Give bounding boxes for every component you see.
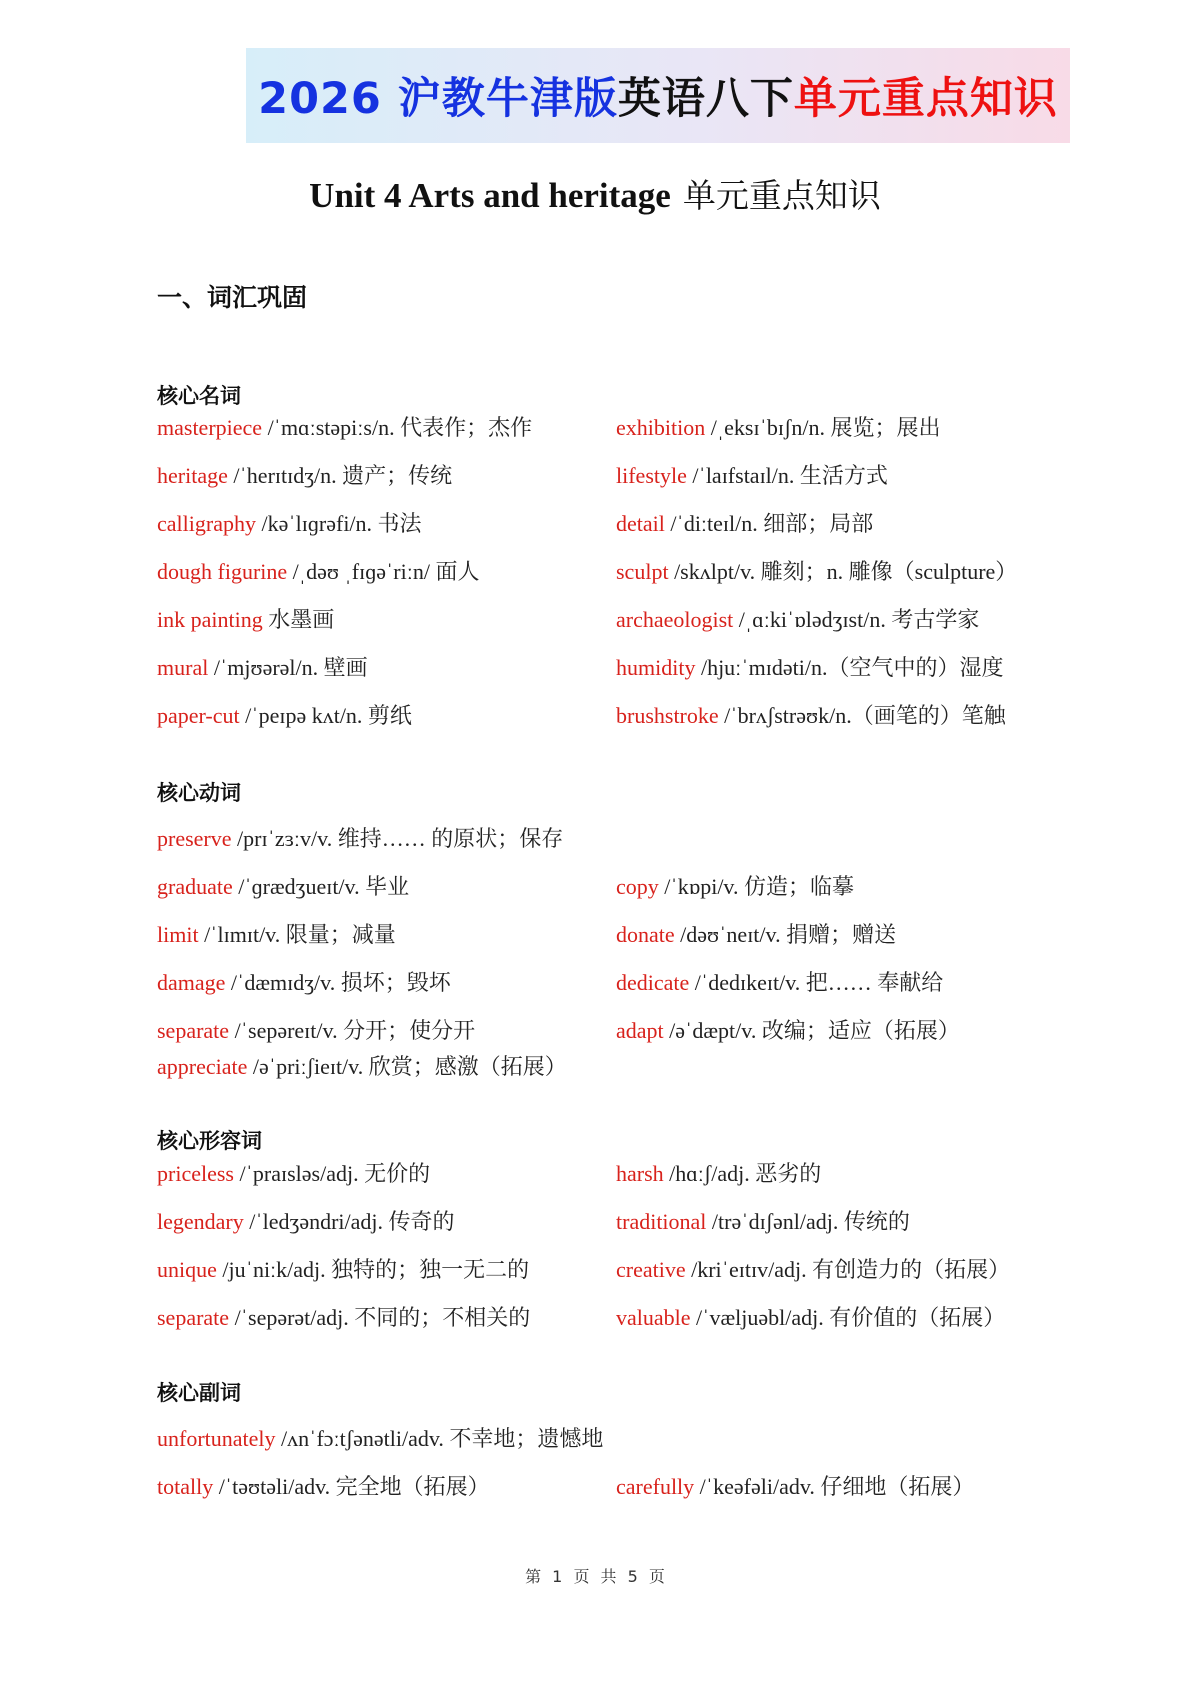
noun-entry	[616, 558, 1017, 586]
adjective-entry	[157, 1304, 530, 1332]
adjective-entry	[616, 1160, 821, 1188]
vocab-definition: /ˈlaɪfstaɪl/n. 生活方式	[686, 463, 888, 488]
vocab-definition: 水墨画	[262, 607, 335, 632]
noun-entry	[616, 702, 1006, 730]
vocab-word: appreciate	[157, 1054, 248, 1079]
verb-entry	[616, 1017, 960, 1045]
vocab-word: separate	[157, 1305, 230, 1330]
noun-entry	[616, 462, 888, 490]
vocab-word: humidity	[616, 655, 696, 680]
vocab-definition: /ˈdiːteɪl/n. 细部；局部	[664, 511, 874, 536]
vocab-definition: /trəˈdɪʃənl/adj. 传统的	[706, 1209, 910, 1234]
noun-entry	[157, 654, 368, 682]
vocab-definition: /ˈɡrædʒueɪt/v. 毕业	[232, 874, 410, 899]
vocab-word: dedicate	[616, 970, 690, 995]
noun-entry	[616, 606, 979, 634]
vocab-word: priceless	[157, 1161, 234, 1186]
verbs-heading: 核心动词	[157, 781, 241, 805]
vocab-word: unique	[157, 1257, 217, 1282]
banner-part-3: 单元重点知识	[793, 74, 1058, 124]
adverbs-heading: 核心副词	[157, 1381, 241, 1405]
vocab-word: harsh	[616, 1161, 664, 1186]
vocab-definition: /juˈniːk/adj. 独特的；独一无二的	[216, 1257, 530, 1282]
verb-entry	[157, 1017, 475, 1045]
vocab-definition: /ˈvæljuəbl/adj. 有价值的（拓展）	[690, 1305, 1006, 1330]
vocab-word: legendary	[157, 1209, 244, 1234]
nouns-heading: 核心名词	[157, 384, 241, 408]
banner-part-1: 2026 沪教牛津版	[258, 74, 618, 124]
vocab-definition: /ˈledʒəndri/adj. 传奇的	[243, 1209, 455, 1234]
vocab-word: exhibition	[616, 415, 706, 440]
verb-entry	[157, 921, 396, 949]
vocab-word: lifestyle	[616, 463, 687, 488]
vocab-word: preserve	[157, 826, 232, 851]
title-banner	[246, 48, 1070, 143]
vocab-word: graduate	[157, 874, 233, 899]
page-title-en: Unit 4 Arts and heritage	[309, 176, 671, 215]
vocab-definition: /skʌlpt/v. 雕刻；n. 雕像（sculpture）	[668, 559, 1018, 584]
noun-entry	[616, 414, 940, 442]
adjective-entry	[157, 1160, 430, 1188]
vocab-word: calligraphy	[157, 511, 256, 536]
adjective-entry	[616, 1304, 1005, 1332]
vocab-word: carefully	[616, 1474, 695, 1499]
noun-entry	[157, 414, 532, 442]
vocab-definition: /ˈsepərət/adj. 不同的；不相关的	[229, 1305, 531, 1330]
adjective-entry	[157, 1256, 529, 1284]
vocab-word: donate	[616, 922, 675, 947]
vocab-definition: /ˈpraɪsləs/adj. 无价的	[233, 1161, 431, 1186]
vocab-word: sculpt	[616, 559, 669, 584]
vocab-word: dough figurine	[157, 559, 288, 584]
vocab-definition: /dəʊˈneɪt/v. 捐赠；赠送	[674, 922, 897, 947]
vocab-word: damage	[157, 970, 226, 995]
noun-entry	[157, 510, 422, 538]
noun-entry	[616, 510, 873, 538]
vocab-definition: /ˈbrʌʃstrəʊk/n.（画笔的）笔触	[718, 703, 1006, 728]
vocab-definition: /ˈsepəreɪt/v. 分开；使分开	[229, 1018, 476, 1043]
vocab-definition: /ˈdedɪkeɪt/v. 把…… 奉献给	[689, 970, 944, 995]
vocab-definition: /ˈmjʊərəl/n. 壁画	[208, 655, 368, 680]
vocab-definition: /ˈlɪmɪt/v. 限量；减量	[198, 922, 396, 947]
vocab-word: paper-cut	[157, 703, 240, 728]
adverb-entry	[157, 1473, 490, 1501]
noun-entry	[157, 558, 479, 586]
verb-entry	[157, 1053, 567, 1081]
verb-entry	[157, 825, 563, 853]
vocab-word: creative	[616, 1257, 686, 1282]
vocab-definition: /ˌɑːkiˈɒlədʒɪst/n. 考古学家	[733, 607, 980, 632]
vocab-definition: /ˈmɑːstəpiːs/n. 代表作；杰作	[262, 415, 533, 440]
vocab-definition: /kəˈlɪɡrəfi/n. 书法	[255, 511, 422, 536]
vocab-definition: /ˈherɪtɪdʒ/n. 遗产；传统	[227, 463, 453, 488]
verb-entry	[616, 873, 854, 901]
vocab-word: brushstroke	[616, 703, 719, 728]
vocab-word: adapt	[616, 1018, 664, 1043]
vocab-definition: /hjuːˈmɪdəti/n.（空气中的）湿度	[695, 655, 1004, 680]
vocab-word: separate	[157, 1018, 230, 1043]
vocab-word: unfortunately	[157, 1426, 276, 1451]
noun-entry	[157, 462, 452, 490]
vocab-definition: /kriˈeɪtɪv/adj. 有创造力的（拓展）	[685, 1257, 1011, 1282]
adverb-entry	[157, 1425, 603, 1453]
vocab-definition: /ˈkeəfəli/adv. 仔细地（拓展）	[694, 1474, 975, 1499]
vocab-word: valuable	[616, 1305, 691, 1330]
adjective-entry	[157, 1208, 455, 1236]
page-title	[0, 170, 1190, 217]
vocab-word: masterpiece	[157, 415, 263, 440]
vocab-definition: /əˈpriːʃieɪt/v. 欣赏；感激（拓展）	[247, 1054, 567, 1079]
adverb-entry	[616, 1473, 974, 1501]
vocab-word: totally	[157, 1474, 214, 1499]
noun-entry	[616, 654, 1003, 682]
vocab-word: detail	[616, 511, 665, 536]
vocab-definition: /ˈtəʊtəli/adv. 完全地（拓展）	[213, 1474, 490, 1499]
verb-entry	[616, 969, 943, 997]
vocab-definition: /prɪˈzɜːv/v. 维持…… 的原状；保存	[231, 826, 564, 851]
vocab-word: traditional	[616, 1209, 707, 1234]
vocab-word: heritage	[157, 463, 228, 488]
section-heading: 一、词汇巩固	[157, 283, 308, 312]
page-title-cn: 单元重点知识	[682, 176, 881, 215]
vocab-definition: /ˌeksɪˈbɪʃn/n. 展览；展出	[705, 415, 941, 440]
adjective-entry	[616, 1256, 1010, 1284]
vocab-word: archaeologist	[616, 607, 734, 632]
banner-part-2: 英语八下	[617, 74, 794, 124]
vocab-definition: /ʌnˈfɔːtʃənətli/adv. 不幸地；遗憾地	[275, 1426, 604, 1451]
page-number: 第 1 页 共 5 页	[525, 1567, 665, 1586]
vocab-definition: /ˌdəʊ ˌfɪɡəˈriːn/ 面人	[287, 559, 480, 584]
vocab-word: mural	[157, 655, 209, 680]
verb-entry	[616, 921, 896, 949]
vocab-definition: /əˈdæpt/v. 改编；适应（拓展）	[663, 1018, 960, 1043]
vocab-word: limit	[157, 922, 199, 947]
vocab-definition: /hɑːʃ/adj. 恶劣的	[663, 1161, 822, 1186]
noun-entry	[157, 606, 334, 634]
noun-entry	[157, 702, 412, 730]
verb-entry	[157, 873, 409, 901]
vocab-definition: /ˈkɒpi/v. 仿造；临摹	[658, 874, 855, 899]
vocab-word: copy	[616, 874, 659, 899]
adjectives-heading: 核心形容词	[157, 1129, 262, 1153]
verb-entry	[157, 969, 451, 997]
vocab-definition: /ˈdæmɪdʒ/v. 损坏；毁坏	[225, 970, 451, 995]
vocab-definition: /ˈpeɪpə kʌt/n. 剪纸	[239, 703, 412, 728]
vocab-word: ink painting	[157, 607, 263, 632]
adjective-entry	[616, 1208, 910, 1236]
